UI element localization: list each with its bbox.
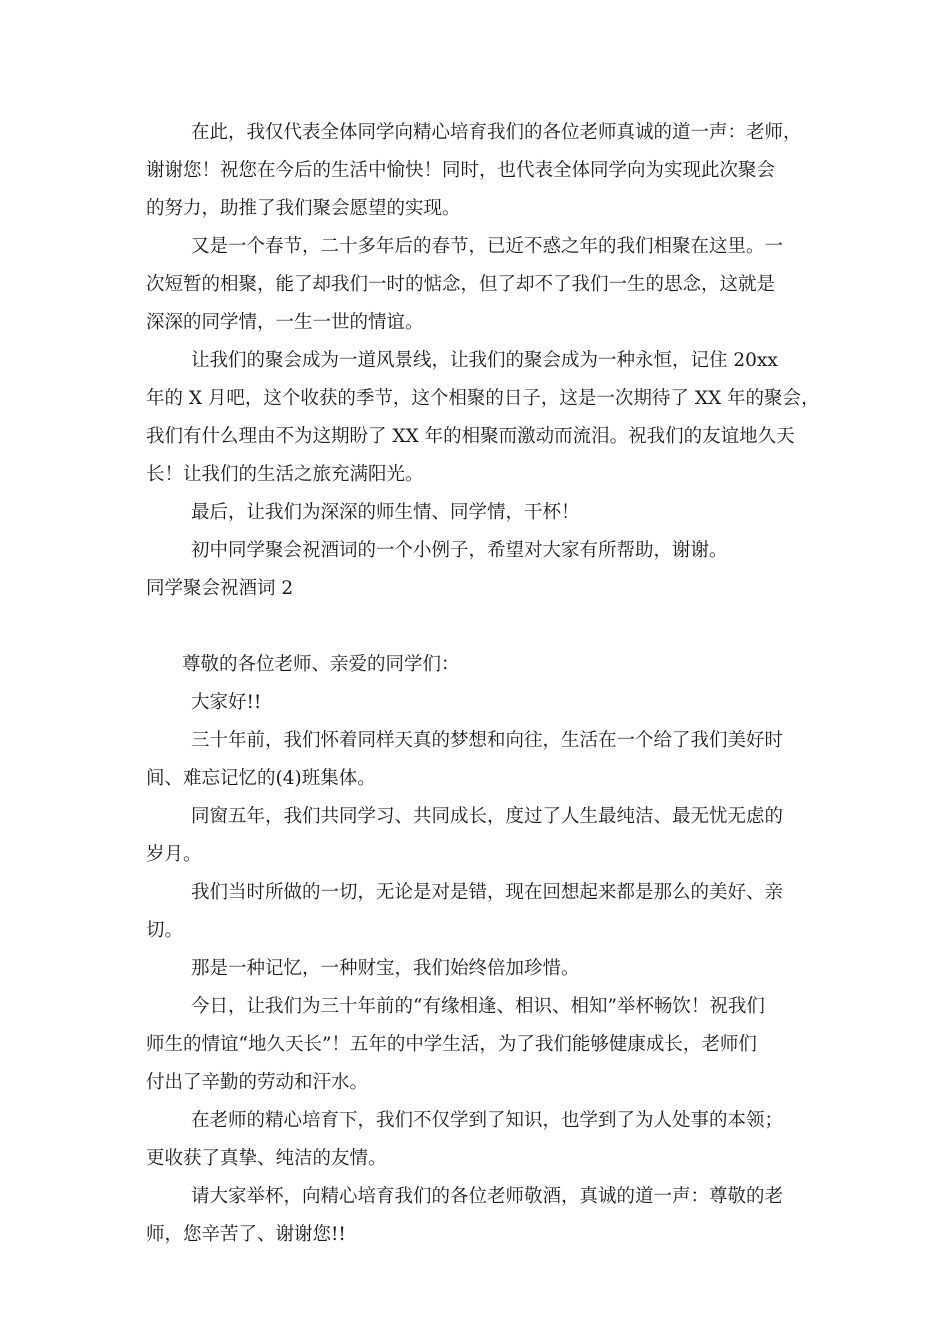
paragraph-line: 在此，我仅代表全体同学向精心培育我们的各位老师真诚的道一声：老师， xyxy=(191,122,802,143)
paragraph-line: 今日，让我们为三十年前的“有缘相逢、相识、相知”举杯畅饮！祝我们 xyxy=(191,996,765,1017)
paragraph-line: 三十年前，我们怀着同样天真的梦想和向往，生活在一个给了我们美好时 xyxy=(191,730,784,751)
paragraph-line: 师生的情谊“地久天长”！五年的中学生活，为了我们能够健康成长，老师们 xyxy=(146,1034,757,1055)
paragraph-line: 切。 xyxy=(146,920,184,941)
section-heading: 同学聚会祝酒词 2 xyxy=(146,578,294,599)
paragraph-line: 让我们的聚会成为一道风景线，让我们的聚会成为一种永恒，记住 20xx xyxy=(191,350,778,371)
paragraph-line: 在老师的精心培育下，我们不仅学到了知识，也学到了为人处事的本领； xyxy=(191,1110,784,1131)
paragraph-line: 师，您辛苦了、谢谢您!! xyxy=(146,1224,346,1245)
paragraph-line: 最后，让我们为深深的师生情、同学情，干杯！ xyxy=(191,502,580,523)
paragraph-line: 同窗五年，我们共同学习、共同成长，度过了人生最纯洁、最无忧无虑的 xyxy=(191,806,784,827)
paragraph-line: 岁月。 xyxy=(146,844,202,865)
greeting-line: 大家好!! xyxy=(191,692,262,713)
paragraph-line: 我们当时所做的一切，无论是对是错，现在回想起来都是那么的美好、亲 xyxy=(191,882,784,903)
paragraph-line: 那是一种记忆，一种财宝，我们始终倍加珍惜。 xyxy=(191,958,580,979)
paragraph-line: 的努力，助推了我们聚会愿望的实现。 xyxy=(146,198,461,219)
paragraph-line: 谢谢您！祝您在今后的生活中愉快！同时，也代表全体同学向为实现此次聚会 xyxy=(146,160,776,181)
paragraph-line: 次短暂的相聚，能了却我们一时的惦念，但了却不了我们一生的思念，这就是 xyxy=(146,274,776,295)
paragraph-line: 间、难忘记忆的(4)班集体。 xyxy=(146,768,376,789)
paragraph-line: 初中同学聚会祝酒词的一个小例子，希望对大家有所帮助，谢谢。 xyxy=(191,540,728,561)
salutation-line: 尊敬的各位老师、亲爱的同学们： xyxy=(182,654,460,675)
paragraph-line: 深深的同学情，一生一世的情谊。 xyxy=(146,312,424,333)
paragraph-line: 我们有什么理由不为这期盼了 XX 年的相聚而激动而流泪。祝我们的友谊地久天 xyxy=(146,426,795,447)
paragraph-line: 付出了辛勤的劳动和汗水。 xyxy=(146,1072,369,1093)
paragraph-line: 年的 X 月吧，这个收获的季节，这个相聚的日子，这是一次期待了 XX 年的聚会， xyxy=(146,388,820,409)
paragraph-line: 请大家举杯，向精心培育我们的各位老师敬酒，真诚的道一声：尊敬的老 xyxy=(191,1186,784,1207)
paragraph-line: 长！让我们的生活之旅充满阳光。 xyxy=(146,464,424,485)
paragraph-line: 更收获了真挚、纯洁的友情。 xyxy=(146,1148,387,1169)
paragraph-line: 又是一个春节，二十多年后的春节，已近不惑之年的我们相聚在这里。一 xyxy=(191,236,784,257)
